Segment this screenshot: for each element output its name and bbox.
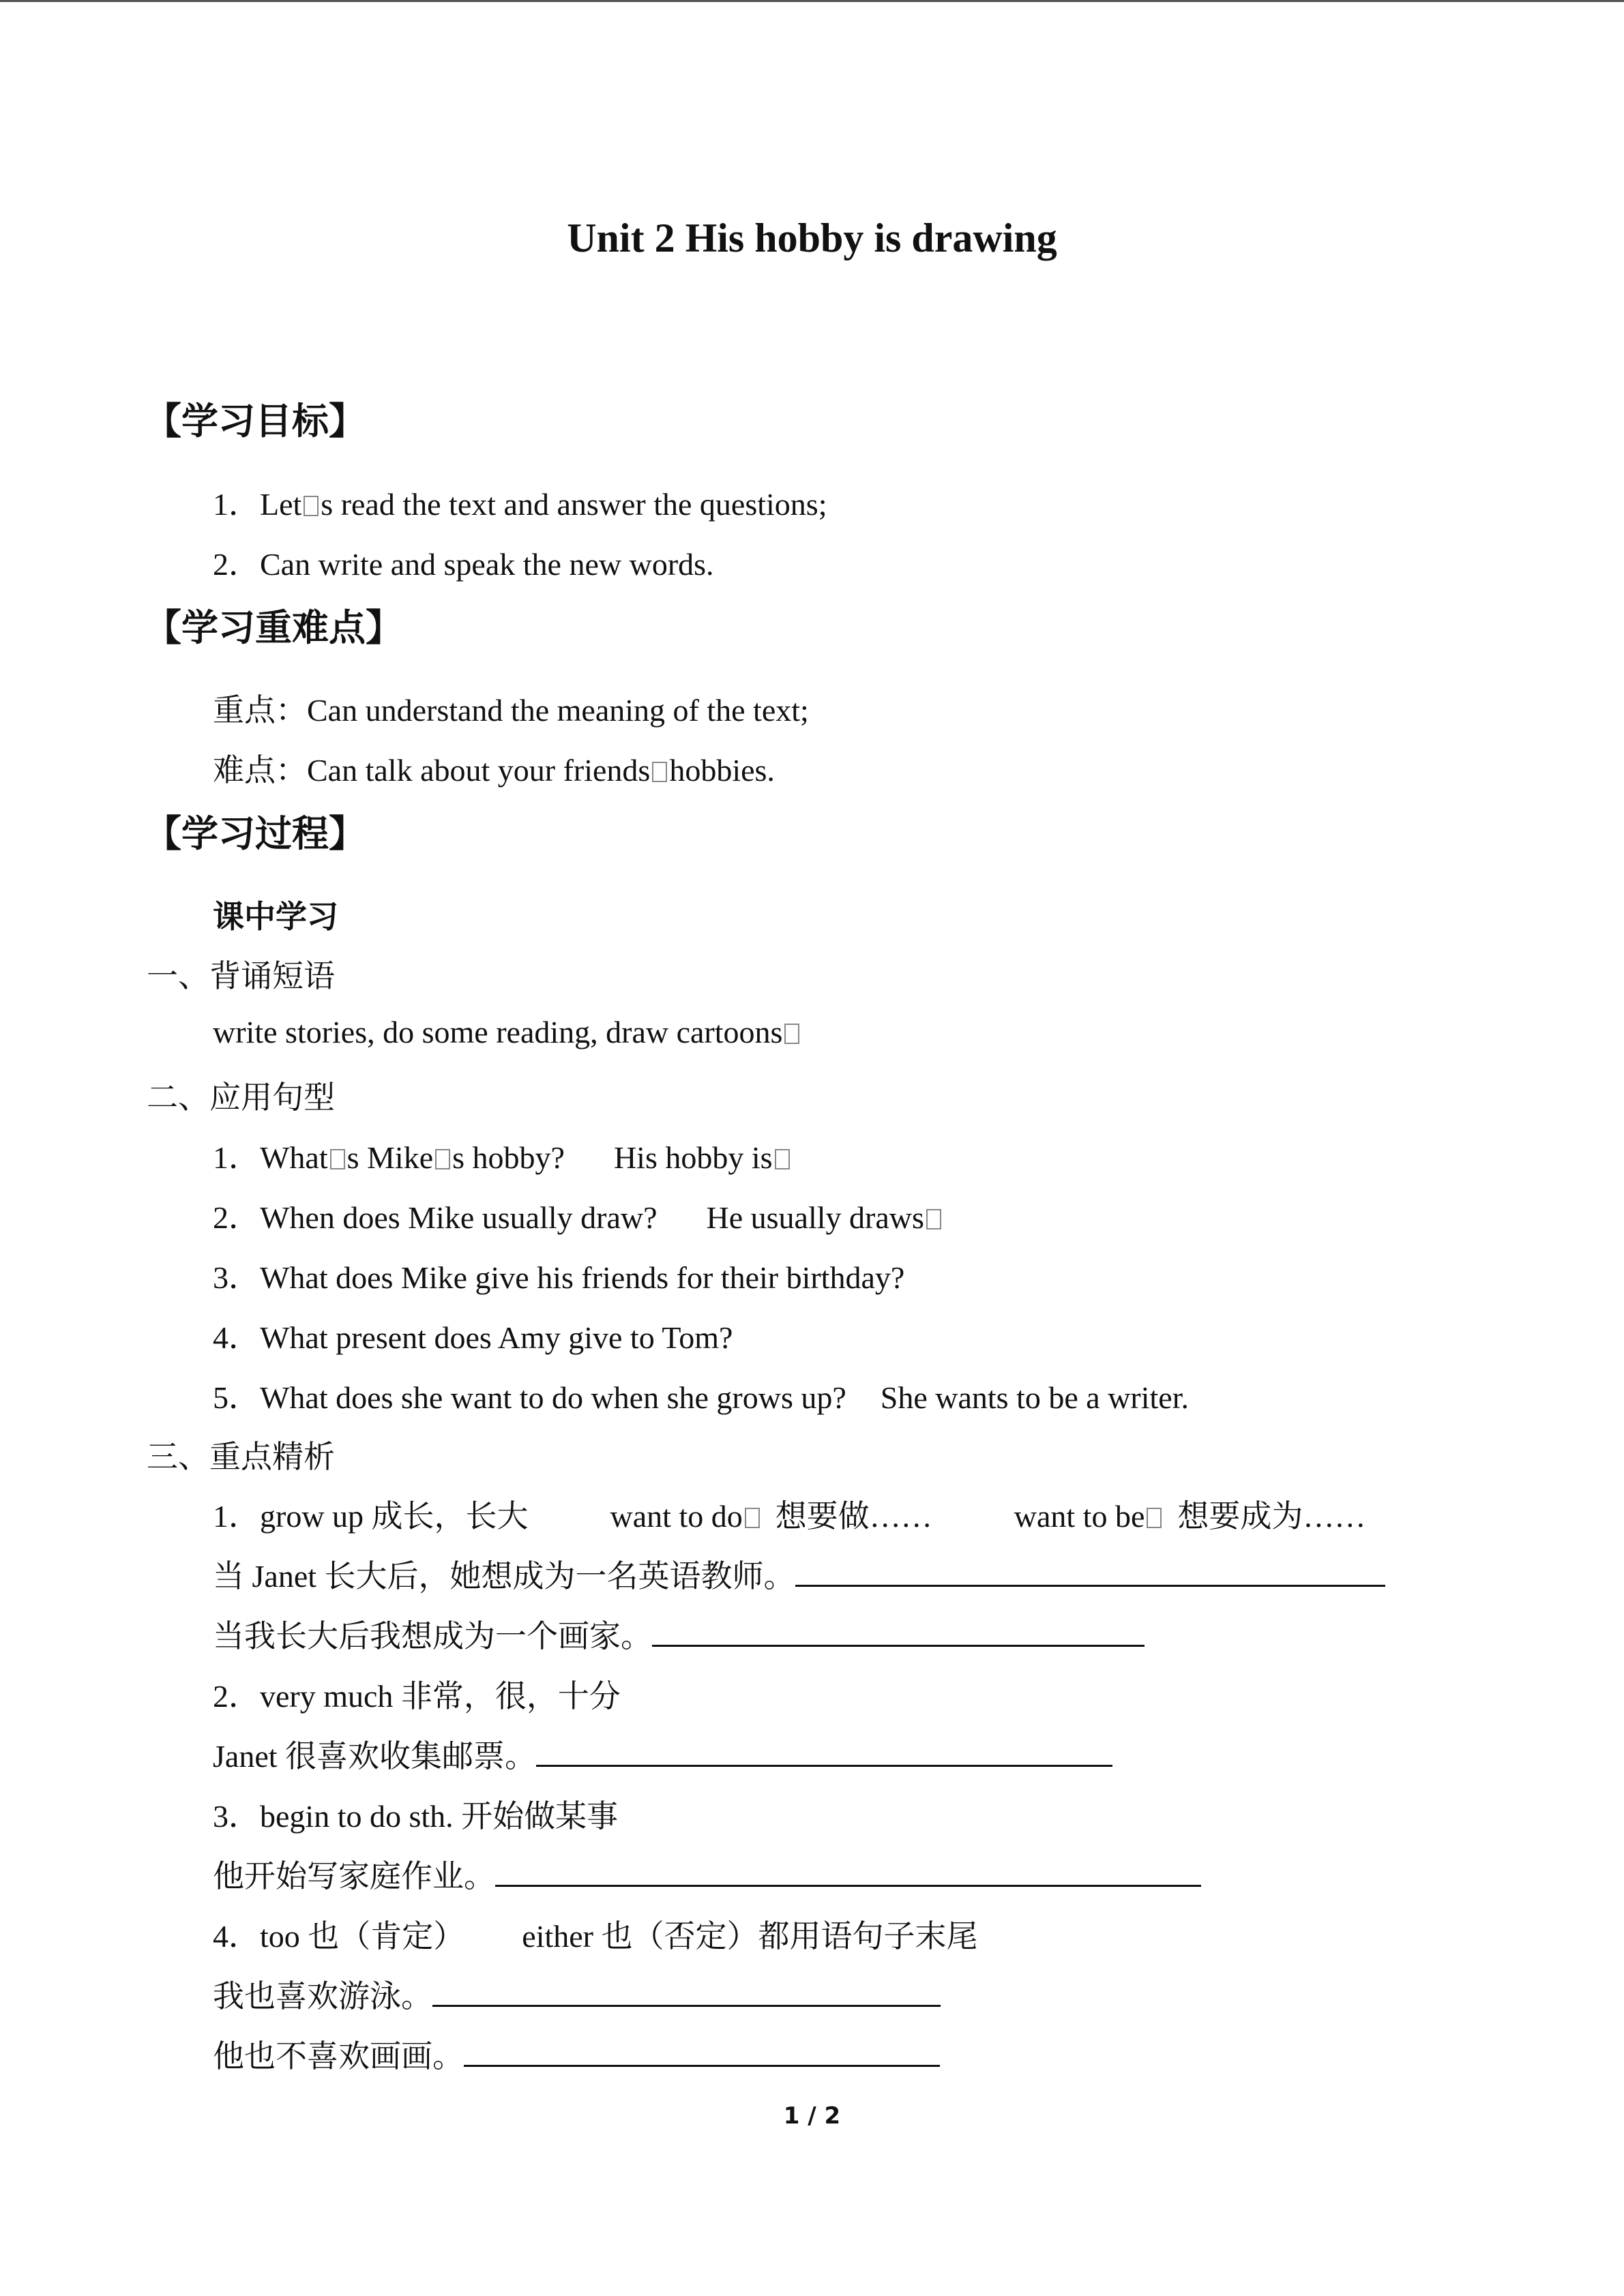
missing-glyph-box (330, 1149, 345, 1169)
section-heading-process: 【学习过程】 (145, 812, 366, 855)
missing-glyph-box (652, 762, 667, 782)
part2-heading: 二、应用句型 (147, 1080, 335, 1115)
part1-heading: 一、背诵短语 (147, 959, 335, 994)
missing-glyph-box (926, 1209, 941, 1229)
answer-blank[interactable] (464, 2038, 940, 2067)
point-2: 2．very much 非常，很，十分 (213, 1679, 621, 1714)
pattern-1: 1．What s Mike s hobby? His hobby is (213, 1133, 792, 1178)
missing-glyph-box (435, 1149, 450, 1169)
pattern-5: 5．What does she want to do when she grows up? She wants to be a writer. (213, 1380, 1189, 1415)
objective-item-2: 2．Can write and speak the new words. (213, 547, 714, 582)
exercise-3: 他开始写家庭作业。 (213, 1851, 1201, 1896)
answer-blank[interactable] (432, 1978, 941, 2007)
answer-blank[interactable] (495, 1858, 1201, 1887)
part1-phrases: write stories, do some reading, draw cartoons (213, 1014, 801, 1050)
answer-blank[interactable] (652, 1617, 1145, 1647)
point-3: 3．begin to do sth. 开始做某事 (213, 1799, 619, 1834)
exercise-1a: 当 Janet 长大后，她想成为一名英语教师。 (213, 1551, 1385, 1596)
page-title: Unit 2 His hobby is drawing (567, 215, 1057, 260)
difficult-point: 难点：Can talk about your friends hobbies. (213, 753, 775, 788)
exercise-2: Janet 很喜欢收集邮票。 (213, 1731, 1112, 1776)
missing-glyph-box (304, 496, 319, 516)
missing-glyph-box (775, 1149, 790, 1169)
missing-glyph-box (745, 1508, 760, 1528)
missing-glyph-box (784, 1024, 799, 1044)
section-heading-key-points: 【学习重难点】 (145, 606, 402, 649)
pattern-4: 4．What present does Amy give to Tom? (213, 1320, 733, 1355)
in-class-label: 课中学习 (213, 898, 338, 935)
pattern-2: 2．When does Mike usually draw? He usually draws (213, 1193, 943, 1238)
section-heading-objectives: 【学习目标】 (145, 400, 366, 443)
part3-heading: 三、重点精析 (147, 1440, 335, 1474)
exercise-4b: 他也不喜欢画画。 (213, 2031, 940, 2076)
objective-item-1: 1．Let s read the text and answer the questions; (213, 487, 827, 522)
exercise-1b: 当我长大后我想成为一个画家。 (213, 1611, 1145, 1656)
pattern-3: 3．What does Mike give his friends for their birthday? (213, 1260, 905, 1295)
point-4: 4．too 也（肯定） either 也（否定）都用语句子末尾 (213, 1919, 978, 1954)
missing-glyph-box (1147, 1508, 1162, 1528)
answer-blank[interactable] (795, 1557, 1385, 1587)
answer-blank[interactable] (536, 1738, 1112, 1767)
key-point: 重点：Can understand the meaning of the text; (213, 693, 809, 728)
exercise-4a: 我也喜欢游泳。 (213, 1971, 941, 2016)
page-number: 1 / 2 (783, 2102, 841, 2130)
point-1: 1．grow up 成长，长大 want to do 想要做…… want to be 想要成为…… (213, 1499, 1366, 1534)
